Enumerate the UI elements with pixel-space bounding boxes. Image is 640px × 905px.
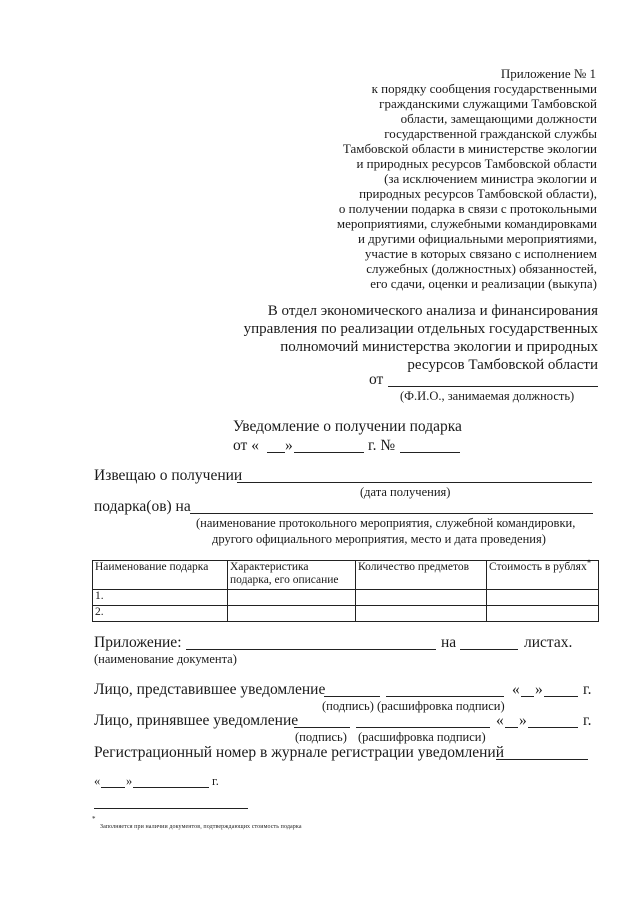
table-cell[interactable]: 2.	[93, 606, 228, 622]
footnote-divider	[94, 808, 248, 809]
from-hint: (Ф.И.О., занимаемая должность)	[400, 389, 575, 403]
attachment-on: на	[441, 634, 457, 651]
table-header-row	[93, 561, 599, 590]
addressee	[178, 302, 598, 374]
appendix-line: Тамбовской области в министерстве экологии	[342, 141, 597, 156]
table-header-cell	[487, 558, 599, 590]
notice-year-label: г. №	[368, 437, 396, 454]
table-header-label: Стоимость в рублях	[489, 561, 587, 573]
from-label: от	[369, 371, 384, 388]
event-hint-2: другого официального мероприятия, место и дата проведения)	[212, 532, 546, 546]
registration-quote-open: «	[94, 774, 101, 788]
table-cell[interactable]	[356, 606, 487, 622]
accepted-sign-hint: (подпись)	[295, 730, 347, 744]
addressee-line: управления по реализации отдельных государственных	[243, 321, 598, 337]
attachment-doc-field[interactable]	[186, 649, 436, 650]
table-cell[interactable]	[228, 606, 356, 622]
accepted-year: г.	[583, 712, 592, 729]
addressee-line: полномочий министерства экологии и природных	[280, 339, 598, 355]
notice-number-field[interactable]	[400, 452, 460, 453]
gifts-table	[92, 560, 599, 622]
submitted-month-field[interactable]	[544, 696, 578, 697]
receipt-date-field[interactable]	[237, 482, 592, 483]
appendix-line: служебных (должностных) обязанностей,	[366, 261, 597, 276]
table-cell[interactable]	[487, 606, 599, 622]
appendix-line: его сдачи, оценки и реализации (выкупа)	[370, 276, 597, 291]
submitted-decode-field[interactable]	[386, 696, 504, 697]
accepted-decode-hint: (расшифровка подписи)	[358, 730, 486, 744]
inform-label: Извещаю о получении	[94, 467, 243, 484]
registration-number-field[interactable]	[496, 759, 588, 760]
appendix-line: государственной гражданской службы	[384, 126, 597, 141]
appendix-line: участие в которых связано с исполнением	[364, 246, 597, 261]
appendix-line: области, замещающими должности	[400, 111, 597, 126]
from-field[interactable]	[388, 386, 598, 387]
accepted-month-field[interactable]	[528, 727, 578, 728]
table-cell[interactable]: 1.	[93, 590, 228, 606]
registration-day-field[interactable]	[101, 787, 125, 788]
accepted-quote-open: «	[496, 712, 504, 729]
accepted-quote-close: »	[519, 712, 527, 729]
notice-date-mid: »	[285, 437, 293, 454]
registration-label: Регистрационный номер в журнале регистрации уведомлений	[94, 744, 505, 761]
appendix-line: о получении подарка в связи с протокольными	[338, 201, 597, 216]
table-cell[interactable]	[487, 590, 599, 606]
submitted-year: г.	[583, 681, 592, 698]
registration-month-field[interactable]	[133, 787, 209, 788]
addressee-line: ресурсов Тамбовской области	[407, 357, 598, 373]
appendix-line: (за исключением министра экологии и	[384, 171, 597, 186]
accepted-day-field[interactable]	[505, 727, 518, 728]
table-header-cell: Количество предметов	[356, 561, 487, 590]
submitted-day-field[interactable]	[521, 696, 534, 697]
appendix-title: Приложение № 1	[500, 66, 596, 81]
table-header-cell: Характеристика подарка, его описание	[228, 561, 356, 590]
registration-year: г.	[212, 774, 219, 788]
appendix-text	[297, 81, 597, 291]
table-cell[interactable]	[356, 590, 487, 606]
notice-month-field[interactable]	[294, 452, 364, 453]
notice-date-prefix: от «	[233, 437, 259, 454]
attachment-hint: (наименование документа)	[94, 652, 237, 666]
addressee-line: В отдел экономического анализа и финансирования	[267, 303, 598, 319]
attachment-label: Приложение:	[94, 634, 182, 651]
table-row	[93, 590, 599, 606]
submitted-decode-hint: (расшифровка подписи)	[377, 699, 505, 713]
accepted-decode-field[interactable]	[356, 727, 490, 728]
submitted-sign-hint: (подпись)	[322, 699, 374, 713]
date-hint: (дата получения)	[360, 485, 451, 499]
table-row	[93, 606, 599, 622]
table-cell[interactable]	[228, 590, 356, 606]
appendix-line: природных ресурсов Тамбовской области),	[359, 186, 597, 201]
submitted-label: Лицо, представившее уведомление	[94, 681, 326, 698]
notice-title: Уведомление о получении подарка	[233, 418, 462, 435]
appendix-line: к порядку сообщения государственными	[371, 81, 597, 96]
registration-quote-close: »	[126, 774, 133, 788]
attachment-sheets-field[interactable]	[460, 649, 518, 650]
attachment-sheets: листах.	[524, 634, 573, 651]
accepted-label: Лицо, принявшее уведомление	[94, 712, 299, 729]
footnote-text: Заполняется при наличии документов, подтверждающих стоимость подарка	[100, 824, 302, 830]
appendix-line: и природных ресурсов Тамбовской области	[356, 156, 597, 171]
appendix-line: гражданскими служащими Тамбовской	[379, 96, 597, 111]
footnote-mark: *	[92, 815, 96, 823]
table-header-cell: Наименование подарка	[93, 561, 228, 590]
notice-date-row	[233, 437, 259, 455]
appendix-line: мероприятиями, служебными командировками	[336, 216, 597, 231]
gift-label: подарка(ов) на	[94, 498, 191, 515]
event-field[interactable]	[190, 513, 593, 514]
appendix-line: и другими официальными мероприятиями,	[357, 231, 597, 246]
submitted-quote-close: »	[535, 681, 543, 698]
accepted-sign-field[interactable]	[294, 727, 350, 728]
submitted-sign-field[interactable]	[324, 696, 380, 697]
submitted-quote-open: «	[512, 681, 520, 698]
footnote-mark: *	[586, 558, 592, 568]
notice-day-field[interactable]	[267, 452, 285, 453]
event-hint-1: (наименование протокольного мероприятия, служебной командировки,	[196, 516, 576, 530]
